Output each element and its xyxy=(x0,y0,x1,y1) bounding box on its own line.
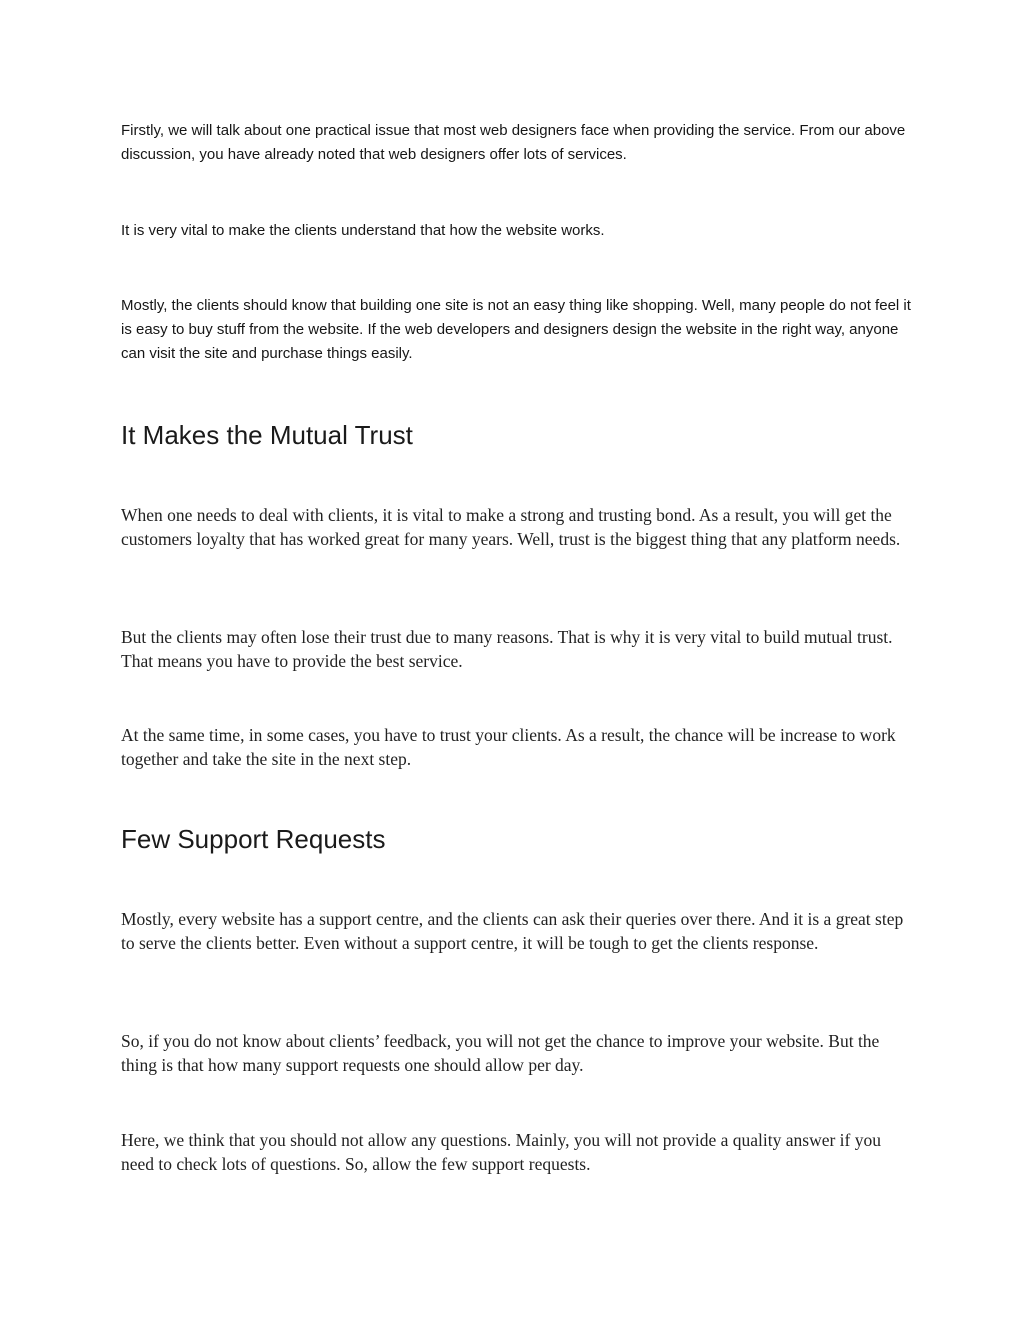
support-requests-paragraph-2: So, if you do not know about clients’ feedback, you will not get the chance to improve your website. But the thing is that how many support requests one should allow per day. xyxy=(121,1031,880,1075)
intro-paragraph-1: Firstly, we will talk about one practical issue that most web designers face when providing the service. From our above discussion, you have already noted that web designers offer lots of services. xyxy=(121,122,906,163)
section-heading-mutual-trust: It Makes the Mutual Trust xyxy=(121,420,413,450)
intro-paragraph-2: It is very vital to make the clients understand that how the website works. xyxy=(121,222,605,239)
support-requests-paragraph-3: Here, we think that you should not allow any questions. Mainly, you will not provide a quality answer if you need to check lots of questions. So, allow the few support requests. xyxy=(121,1130,881,1174)
intro-paragraph-3: Mostly, the clients should know that building one site is not an easy thing like shopping. Well, many people do not feel it is easy to buy stuff from the website. If the web developers and designers design the website in the right way, anyone can visit the site and purchase things easily. xyxy=(121,297,911,362)
mutual-trust-paragraph-3: At the same time, in some cases, you have to trust your clients. As a result, the chance will be increase to work together and take the site in the next step. xyxy=(121,725,896,769)
mutual-trust-paragraph-1: When one needs to deal with clients, it is vital to make a strong and trusting bond. As a result, you will get the customers loyalty that has worked great for many years. Well, trust is the biggest thing that any platform needs. xyxy=(121,505,901,549)
section-heading-support-requests: Few Support Requests xyxy=(121,824,386,854)
mutual-trust-paragraph-2: But the clients may often lose their trust due to many reasons. That is why it is very vital to build mutual trust. That means you have to provide the best service. xyxy=(121,627,893,671)
support-requests-paragraph-1: Mostly, every website has a support centre, and the clients can ask their queries over there. And it is a great step to serve the clients better. Even without a support centre, it will be tough to get the clients response. xyxy=(121,909,904,953)
